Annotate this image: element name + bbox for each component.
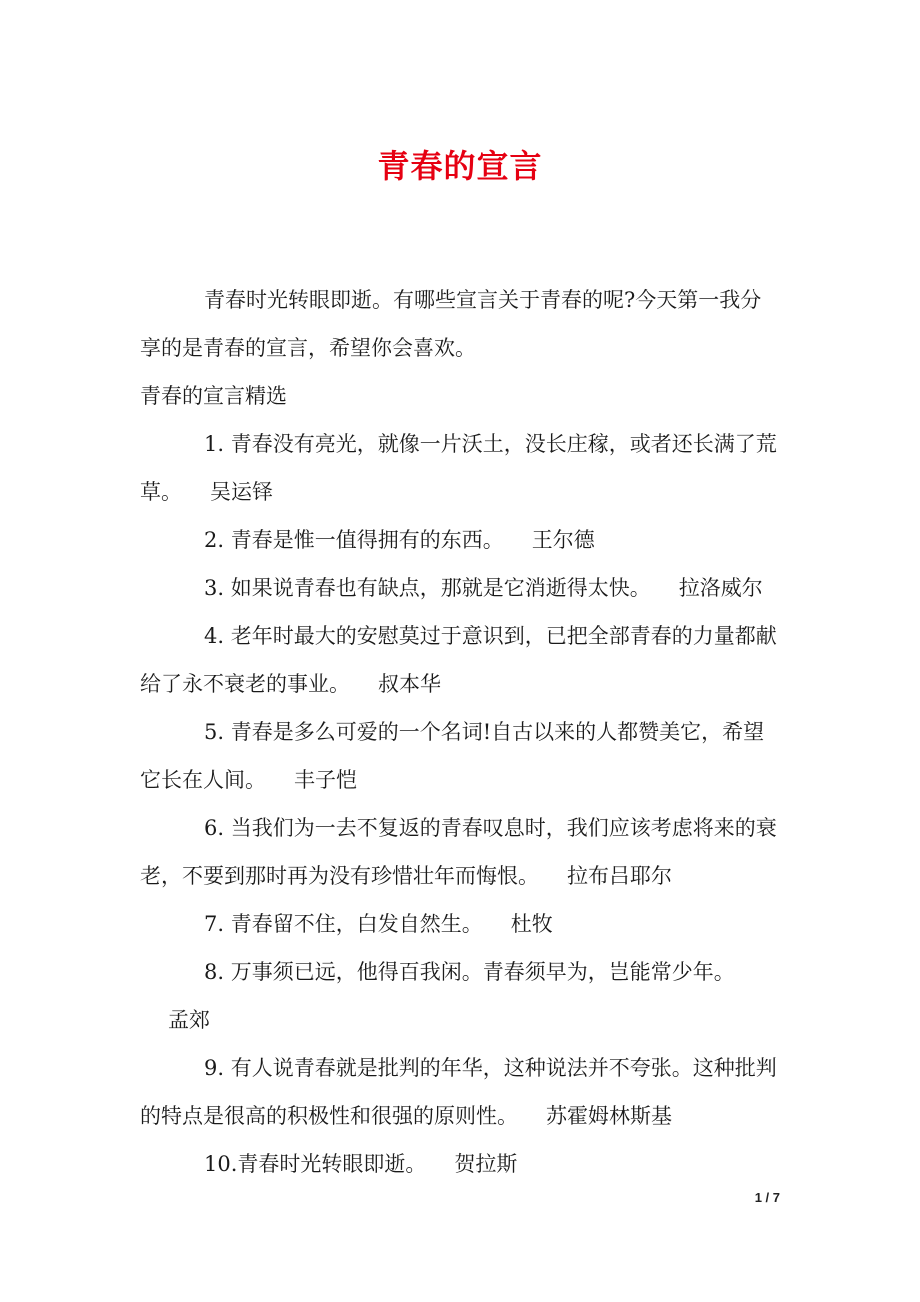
- quote-author: 苏霍姆林斯基: [546, 1104, 672, 1128]
- quote-author: 丰子恺: [294, 768, 357, 792]
- quote-author: 杜牧: [510, 912, 553, 936]
- quote-author: 拉布吕耶尔: [567, 864, 672, 888]
- quote-item: [140, 948, 780, 1044]
- quote-author: 孟郊: [168, 1008, 210, 1032]
- quote-item: [140, 804, 780, 900]
- quote-item: [140, 1044, 780, 1140]
- quote-item: [140, 900, 780, 948]
- document-title: 青春的宣言: [377, 147, 543, 185]
- document-body: [140, 276, 780, 1188]
- quote-text: 2. 青春是惟一值得拥有的东西。: [204, 528, 504, 552]
- quote-item: [140, 516, 780, 564]
- quote-text: 10.青春时光转眼即逝。: [204, 1152, 427, 1176]
- intro-paragraph: 青春时光转眼即逝。有哪些宣言关于青春的呢?今天第一我分享的是青春的宣言，希望你会喜欢。: [140, 288, 762, 360]
- quote-item: [140, 612, 780, 708]
- quote-text: 9. 有人说青春就是批判的年华，这种说法并不夸张。这种批判的特点是很高的积极性和很强的原则性。: [140, 1056, 777, 1128]
- quote-author: 吴运铎: [210, 480, 273, 504]
- quote-item: [140, 564, 780, 612]
- section-heading: 青春的宣言精选: [140, 384, 287, 408]
- quote-author: 叔本华: [378, 672, 441, 696]
- quote-text: 1. 青春没有亮光，就像一片沃土，没长庄稼，或者还长满了荒草。: [140, 432, 777, 504]
- quote-text: 4. 老年时最大的安慰莫过于意识到，已把全部青春的力量都献给了永不衰老的事业。: [140, 624, 777, 696]
- quote-author: 拉洛威尔: [678, 576, 763, 600]
- quote-text: 8. 万事须已远，他得百我闲。青春须早为，岂能常少年。: [204, 960, 735, 984]
- page-number: 1 / 7: [754, 1190, 780, 1205]
- quote-item: [140, 1140, 780, 1188]
- quote-text: 5. 青春是多么可爱的一个名词!自古以来的人都赞美它，希望它长在人间。: [140, 720, 765, 792]
- quote-text: 6. 当我们为一去不复返的青春叹息时，我们应该考虑将来的衰老，不要到那时再为没有珍惜壮年而悔恨。: [140, 816, 777, 888]
- quote-author: 贺拉斯: [454, 1152, 518, 1176]
- quote-text: 3. 如果说青春也有缺点，那就是它消逝得太快。: [204, 576, 651, 600]
- quote-text: 7. 青春留不住，白发自然生。: [204, 912, 483, 936]
- quote-author: 王尔德: [531, 528, 595, 552]
- quote-item: [140, 420, 780, 516]
- quote-item: [140, 708, 780, 804]
